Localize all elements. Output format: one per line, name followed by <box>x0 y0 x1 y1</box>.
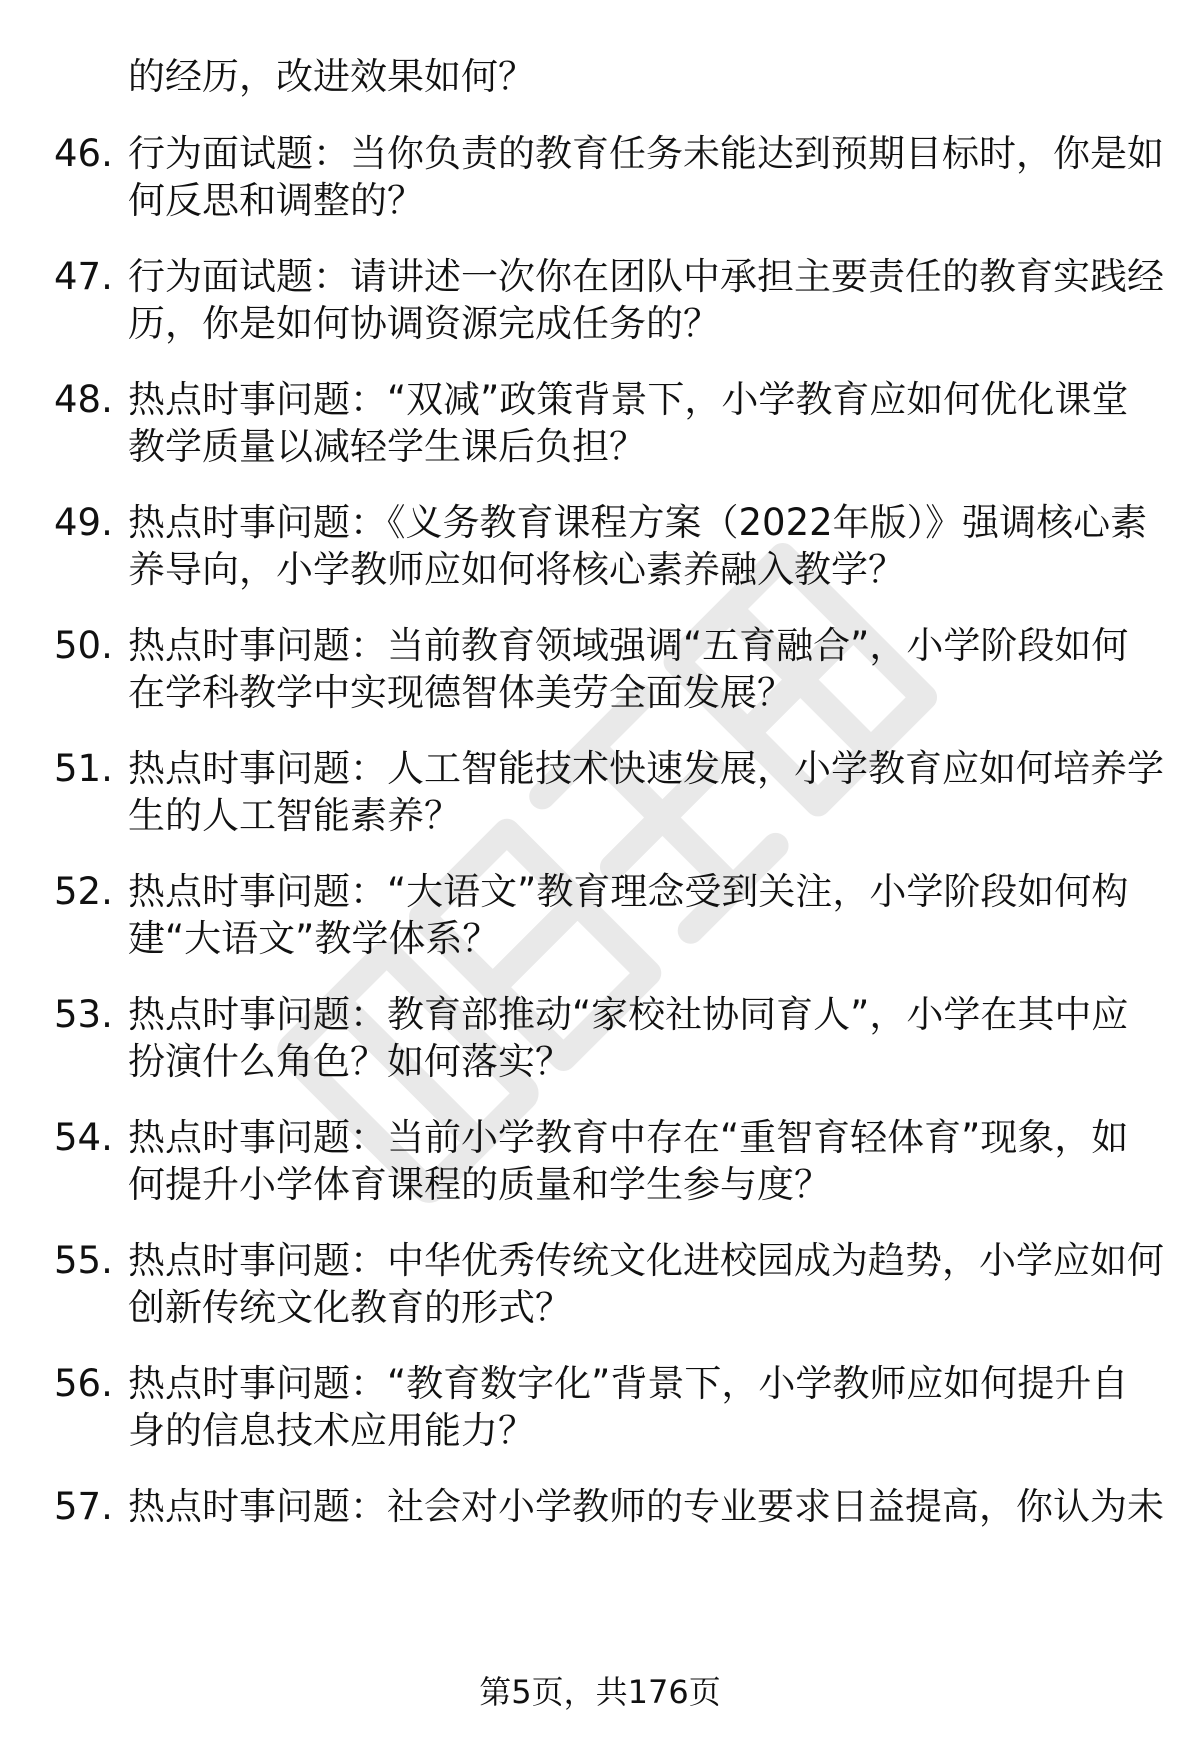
item-text-line: 教学质量以减轻学生课后负担？ <box>128 425 646 468</box>
item-text-line: 何提升小学体育课程的质量和学生参与度？ <box>128 1163 831 1206</box>
item-text-line: 创新传统文化教育的形式？ <box>128 1286 572 1329</box>
item-text-line: 扮演什么角色？如何落实？ <box>128 1040 572 1083</box>
item-text-line: 热点时事问题：《义务教育课程方案（2022年版）》强调核心素 <box>128 501 1148 544</box>
item-text-line: 热点时事问题：当前教育领域强调“五育融合”，小学阶段如何 <box>128 624 1129 667</box>
item-number: 52. <box>54 870 113 913</box>
item-text-line: 历，你是如何协调资源完成任务的？ <box>128 302 720 345</box>
item-text-line: 建“大语文”教学体系？ <box>128 917 500 960</box>
item-number: 50. <box>54 624 113 667</box>
page-footer: 第5页，共176页 <box>479 1673 721 1711</box>
item-text-line: 热点时事问题：当前小学教育中存在“重智育轻体育”现象，如 <box>128 1116 1129 1159</box>
item-text-line: 在学科教学中实现德智体美劳全面发展？ <box>128 671 794 714</box>
item-text-line: 热点时事问题：教育部推动“家校社协同育人”，小学在其中应 <box>128 993 1129 1036</box>
item-number: 55. <box>54 1239 113 1282</box>
item-text-line: 热点时事问题：人工智能技术快速发展，小学教育应如何培养学 <box>128 747 1164 790</box>
item-text-line: 热点时事问题：中华优秀传统文化进校园成为趋势，小学应如何 <box>128 1239 1164 1282</box>
item-text-line: 身的信息技术应用能力？ <box>128 1409 535 1452</box>
item-text-line: 何反思和调整的？ <box>128 179 424 222</box>
item-number: 56. <box>54 1362 113 1405</box>
item-number: 49. <box>54 501 113 544</box>
item-number: 46. <box>54 132 113 175</box>
item-text-line: 热点时事问题：社会对小学教师的专业要求日益提高，你认为未 <box>128 1485 1164 1528</box>
item-text-line: 养导向，小学教师应如何将核心素养融入教学？ <box>128 548 905 591</box>
continuation-line: 的经历，改进效果如何？ <box>128 55 535 98</box>
item-number: 54. <box>54 1116 113 1159</box>
item-number: 57. <box>54 1485 113 1528</box>
item-number: 47. <box>54 255 113 298</box>
item-text-line: 热点时事问题：“双减”政策背景下，小学教育应如何优化课堂 <box>128 378 1129 421</box>
item-number: 48. <box>54 378 113 421</box>
item-text-line: 行为面试题：请讲述一次你在团队中承担主要责任的教育实践经 <box>128 255 1164 298</box>
item-number: 51. <box>54 747 113 790</box>
item-text-line: 热点时事问题：“大语文”教育理念受到关注，小学阶段如何构 <box>128 870 1129 913</box>
item-number: 53. <box>54 993 113 1036</box>
item-text-line: 生的人工智能素养？ <box>128 794 461 837</box>
item-text-line: 热点时事问题：“教育数字化”背景下，小学教师应如何提升自 <box>128 1362 1129 1405</box>
item-text-line: 行为面试题：当你负责的教育任务未能达到预期目标时，你是如 <box>128 132 1164 175</box>
